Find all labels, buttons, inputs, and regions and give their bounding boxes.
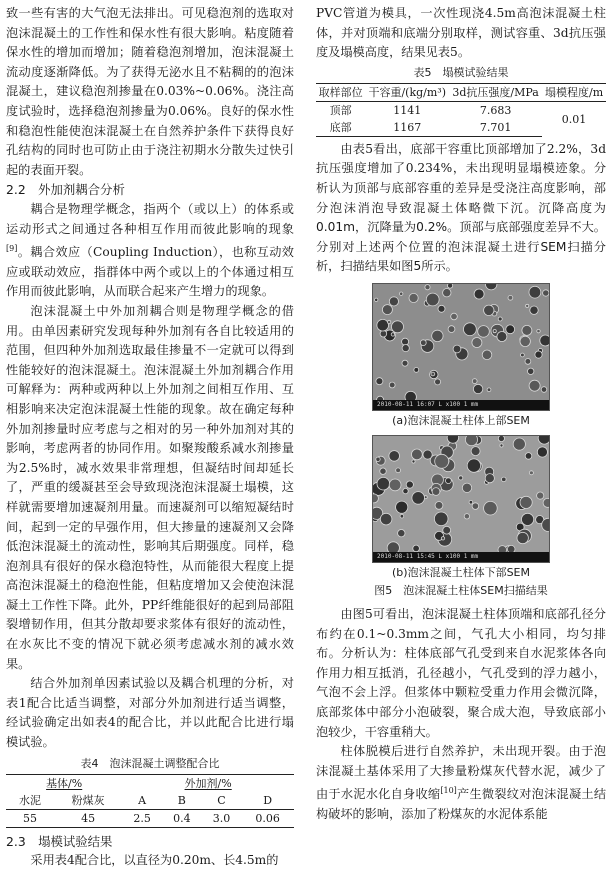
table-4-cell: 0.06 xyxy=(241,809,294,827)
sem-pore xyxy=(497,331,507,341)
sem-pore xyxy=(472,337,482,347)
table-4-cell: 2.5 xyxy=(122,809,162,827)
sem-pore xyxy=(435,379,441,385)
right-column xyxy=(316,4,606,825)
sem-pore xyxy=(485,474,494,483)
sem-pore xyxy=(500,444,503,447)
sem-pore xyxy=(396,501,408,513)
collapse-test-paragraph-start: 采用表4配合比，以直径为0.20m、长4.5m的 xyxy=(30,853,279,868)
sem-pore xyxy=(389,479,401,491)
sem-pore xyxy=(414,367,419,372)
sem-pore xyxy=(502,477,507,482)
sem-pore xyxy=(484,501,498,515)
table-row xyxy=(6,809,294,827)
sem-pore xyxy=(402,344,409,351)
sem-pore xyxy=(543,290,549,296)
sem-pore xyxy=(382,305,392,315)
figure-5b-caption: (b)泡沫混凝土柱体下部SEM xyxy=(392,565,530,579)
sem-pore xyxy=(376,457,380,461)
table-5-cell: 顶部 xyxy=(329,103,352,117)
sem-pore xyxy=(403,488,408,493)
sem-pore xyxy=(434,512,448,526)
table-4-group-matrix: 基体/% xyxy=(6,774,122,792)
sem-pore xyxy=(380,330,387,337)
curing-paragraph xyxy=(316,742,606,824)
table-5-analysis-paragraph xyxy=(316,140,606,277)
sem-pore xyxy=(467,459,480,472)
coupling-text-1: 耦合是物理学概念，指两个（或以上）的体系或运动形式之间通过各种相互作用而彼此影响的现象 xyxy=(6,201,294,236)
sem-pore xyxy=(472,379,477,384)
sem-pore xyxy=(443,288,451,296)
curing-text-2: 产生微裂纹对泡沫混凝土结构破坏的影响，添加了粉煤灰的水泥体系能 xyxy=(316,787,607,821)
sem-pore xyxy=(380,513,392,525)
sem-bottom-micrograph xyxy=(373,436,549,562)
sem-pore xyxy=(396,468,401,473)
sem-pore xyxy=(398,529,405,536)
table-5-collapse-cell: 0.01 xyxy=(561,112,587,126)
sem-pore xyxy=(472,503,479,510)
sem-pore xyxy=(432,330,443,341)
table-4-header: 水泥 xyxy=(6,792,54,810)
figure-5a-caption: (a)泡沫混凝土柱体上部SEM xyxy=(392,413,530,427)
sem-pore xyxy=(520,496,532,508)
sem-analysis-paragraph xyxy=(316,605,606,742)
table-4-header: 粉煤灰 xyxy=(54,792,122,810)
table-5 xyxy=(316,83,606,137)
sem-pore xyxy=(506,325,515,334)
sem-pore xyxy=(474,289,484,299)
sem-pore xyxy=(447,436,458,443)
sem-pore xyxy=(508,295,513,300)
sem-pore xyxy=(413,545,420,552)
sem-pore xyxy=(482,350,492,360)
sem-pore xyxy=(498,436,504,442)
table-5-cell: 7.683 xyxy=(479,103,512,117)
sem-top-stamp: 2010-08-11 16:07 L x100 1 mm xyxy=(373,400,549,410)
sem-pore xyxy=(435,501,443,509)
sem-pore xyxy=(473,384,482,393)
sem-pore xyxy=(529,286,541,298)
sem-pore xyxy=(448,326,455,333)
sem-pore xyxy=(373,494,378,503)
sem-pore xyxy=(448,284,453,288)
sem-pore xyxy=(446,478,452,484)
sem-pore xyxy=(400,292,403,295)
sem-pore xyxy=(391,333,394,336)
table-5-caption: 表5 塌模试验结果 xyxy=(413,65,509,79)
sem-pore xyxy=(462,483,471,492)
sem-pore xyxy=(543,498,549,507)
mix-adjustment-paragraph: 结合外加剂单因素试验以及耦合机理的分析，对表1配合比适当调整，对部分外加剂进行适当调整，经试验确定出如表4的配合比，并以此配合比进行塌模试验。 xyxy=(6,676,294,750)
table-4 xyxy=(6,774,294,828)
table-5-cell: 底部 xyxy=(316,119,365,137)
left-column xyxy=(6,4,294,871)
figure-5-caption: 图5 泡沫混凝土柱体SEM扫描结果 xyxy=(374,583,548,597)
coupling-text-2: 。耦合效应（Coupling Induction），也称互动效应或联动效应，指群体中两个或以上的个体通过相互作用而彼此影响，从而联合起来产生增力的现象。 xyxy=(6,245,294,299)
sem-pore xyxy=(400,514,404,518)
table-5-cell: 1167 xyxy=(365,119,449,137)
sem-pore xyxy=(530,306,538,314)
reference-10: [10] xyxy=(440,786,457,796)
sem-pore xyxy=(535,351,542,358)
sem-pore xyxy=(537,447,547,457)
sem-pore xyxy=(498,317,502,321)
sem-pore xyxy=(529,380,540,391)
sem-pore xyxy=(426,293,439,306)
table-5-cell: 7.701 xyxy=(449,119,542,137)
table-4-header: C xyxy=(202,792,242,810)
intro-paragraph: 致一些有害的大气泡无法排出。可见稳泡剂的选取对泡沫混凝土的工作性和保水性有很大影响。粘度随着保水性的增加而增加；随着稳泡剂增加，泡沫混凝土流动度逐渐降低。为了获得无泌水且不粘稠的的泡沫混凝土，建议稳泡剂掺量在0.03%~0.06%。浇注高度试验时，选择稳泡剂掺量为0.06%。良好的保水性和稳泡性能使泡沫混凝土在自然养护条件下获得良好孔结构的同时也可防止由于浇注初期水分散失过快引起的表面开裂。 xyxy=(6,6,294,177)
sem-pore xyxy=(409,293,418,302)
sem-pore xyxy=(522,513,534,525)
table-4-cell: 3.0 xyxy=(202,809,242,827)
sem-pore xyxy=(517,532,528,543)
sem-pore xyxy=(537,492,544,499)
table-4-caption: 表4 泡沫混凝土调整配合比 xyxy=(80,756,220,770)
sem-bottom-stamp: 2010-08-11 15:45 L x100 1 mm xyxy=(373,552,549,562)
sem-pore xyxy=(402,360,408,366)
sem-pore xyxy=(513,438,525,450)
sem-pore xyxy=(435,454,449,468)
sem-pore xyxy=(375,298,378,301)
sem-pore xyxy=(526,304,529,307)
sem-pore xyxy=(380,468,386,474)
sem-pore xyxy=(484,305,494,315)
sem-pore xyxy=(520,336,530,346)
sem-pore xyxy=(432,488,440,496)
sem-image-top xyxy=(372,283,550,411)
sem-pore xyxy=(521,353,525,357)
sem-pore xyxy=(412,492,425,505)
table-5-header: 塌模程度/m xyxy=(542,83,606,101)
sem-pore xyxy=(529,471,533,475)
reference-9: [9] xyxy=(6,244,18,254)
sem-pore xyxy=(540,335,549,346)
sem-image-bottom xyxy=(372,435,550,563)
table-5-header: 取样部位 xyxy=(316,83,365,101)
sem-pore xyxy=(376,378,383,385)
table-row xyxy=(316,101,606,119)
sem-pore xyxy=(525,453,532,460)
admixture-coupling-paragraph: 泡沫混凝土中外加剂耦合则是物理学概念的借用。由单因素研究发现每种外加剂有各自比较适用的范围，但四种外加剂选取最佳掺量不一定就可以得到性能较好的泡沫混凝土。泡沫混凝土外加剂耦合作用可解释为：两种或两种以上外加剂之间相互作用、互相影响来决定泡沫混凝土性能的现象。故在确定每种外加剂掺量时应考虑与之相对的另一种外加剂对其的影响，考虑两者的协同作用。如聚羧酸系减水剂掺量为2.5%时，减水效果非常理想，但凝结时间却延长了，严重的缓凝甚至会导致现浇泡沫混凝土塌模，这样就需要增加速凝剂用量。而速凝剂可以缩短凝结时间，起到一定的早强作用，但大掺量的速凝剂又会降低泡沫混凝土的流动性，影响其后期强度。同样，稳泡剂具有很好的保水稳泡特性，从而能很大程度上提高泡沫混凝土的稳泡性能，但粘度增加又会使泡沫混凝土工作性下降。此外，PP纤维能很好的起到局部阻裂增韧作用，但其分散却要求浆体有很好的流动性，在水灰比不变的情况下就必须考虑减水剂的减水效果。 xyxy=(6,303,294,671)
table-5-analysis-text: 分析认为顶部与底部容重的差异是受浇注高度影响，部分泡沫消泡导致混凝土体略微下沉。沉降高度为0.01m，沉降量为0.2%。顶部与底部强度差异不大。分别对上述两个位置的泡沫混凝土进行SEM扫描分析，扫描结果如图5所示。 xyxy=(316,161,606,274)
table-4-header: D xyxy=(241,792,294,810)
sem-pore xyxy=(541,387,547,393)
sem-analysis-text: 分析认为：柱体底部气孔受到来自水泥浆体各向作用力相互抵消，孔径越小，气孔受到的浮力越小，气泡不会上浮。但浆体中颗粒受重力作用会微沉降，底部浆体中部分小泡破裂，聚合成大泡，导致底部小泡较少，干容重稍大。 xyxy=(316,646,607,739)
table-4-cell: 0.4 xyxy=(162,809,202,827)
sem-pore xyxy=(425,285,430,290)
sem-pore xyxy=(389,451,400,462)
sem-pore xyxy=(478,326,490,338)
sem-pore xyxy=(389,297,398,306)
section-2-2-heading: 2.2 外加剂耦合分析 xyxy=(6,182,125,198)
sem-pore xyxy=(406,481,413,488)
sem-pore xyxy=(537,329,540,332)
table-4-cell: 55 xyxy=(6,809,54,827)
sem-pore xyxy=(487,388,491,392)
sem-pore xyxy=(387,320,390,323)
table-4-header: A xyxy=(122,792,162,810)
sem-pore xyxy=(469,500,473,504)
coupling-definition-paragraph xyxy=(6,200,294,302)
sem-top-micrograph xyxy=(373,284,549,410)
table-5-header: 3d抗压强度/MPa xyxy=(449,83,542,101)
sem-pore xyxy=(377,477,390,490)
sem-pore xyxy=(389,382,395,388)
sem-pore xyxy=(431,372,435,376)
sem-pore xyxy=(528,368,534,374)
sem-pore xyxy=(377,319,389,331)
curing-text-1: 柱体脱模后进行自然养护，未出现开裂。由于泡沫混凝土基体采用了大掺量粉煤灰代替水泥，减少了由于水泥水化自身收缩 xyxy=(316,744,606,802)
table-4-header: B xyxy=(162,792,202,810)
sem-pore xyxy=(459,476,463,480)
sem-pore xyxy=(451,313,458,320)
sem-pore xyxy=(423,450,432,459)
sem-pore xyxy=(420,340,426,346)
table-5-header: 干容重/(kg/m³) xyxy=(365,83,449,101)
table-5-result-text: 由表5看出，底部干容重比顶部增加了2.2%，3d抗压强度增加了0.234%，未出现明显塌模迹象。 xyxy=(316,141,606,176)
sem-pore xyxy=(464,514,469,519)
sem-pore xyxy=(412,460,415,463)
table-4-cell: 45 xyxy=(54,809,122,827)
sem-pore xyxy=(412,449,423,460)
sem-pore xyxy=(438,305,445,312)
sem-pore xyxy=(471,447,480,456)
sem-result-text: 由图5可看出，泡沫混凝土柱体顶端和底部孔径分布约在0.1~0.3mm之间，气孔大小相同，均匀排布。 xyxy=(316,606,606,661)
sem-pore xyxy=(441,537,444,540)
table-4-group-admixture: 外加剂/% xyxy=(122,774,294,792)
section-2-3-heading: 2.3 塌模试验结果 xyxy=(6,833,113,849)
sem-pore xyxy=(522,325,532,335)
sem-pore xyxy=(465,436,477,446)
table-5-cell: 1141 xyxy=(393,103,422,117)
collapse-test-paragraph-cont: PVC管道为模具，一次性现浇4.5m高泡沫混凝土柱体，并对顶端和底端分别取样，测试容重、3d抗压强度及塌模高度，结果见表5。 xyxy=(316,6,606,60)
sem-pore xyxy=(443,526,451,534)
sem-pore xyxy=(464,323,477,336)
sem-pore xyxy=(525,358,531,364)
sem-pore xyxy=(493,329,496,332)
sem-pore xyxy=(453,345,461,353)
